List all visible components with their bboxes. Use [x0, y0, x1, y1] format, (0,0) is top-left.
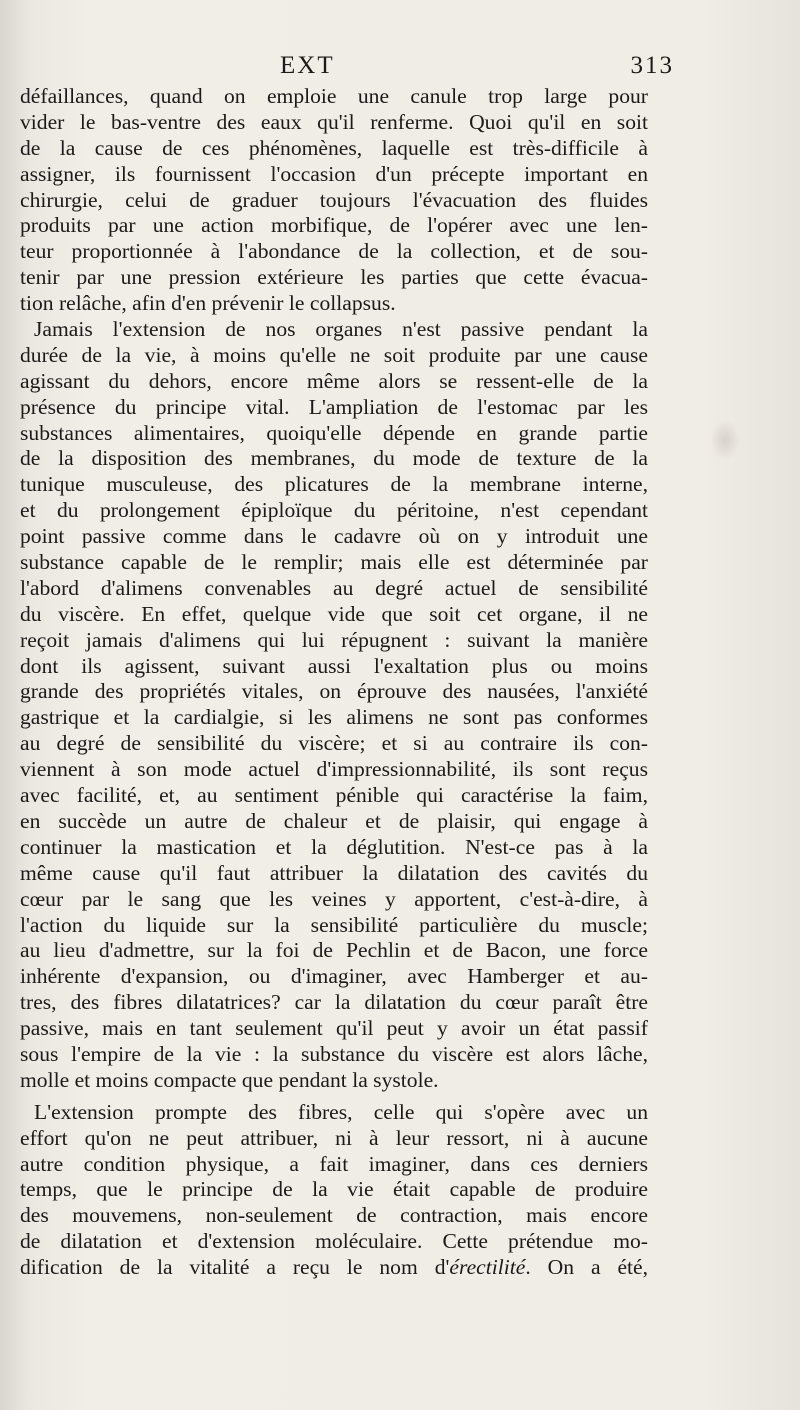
text-line: de dilatation et d'extension moléculaire. Cette prétendue mo- — [20, 1229, 648, 1254]
paragraph-3 — [20, 1100, 648, 1281]
text-line: chirurgie, celui de graduer toujours l'évacuation des fluides — [20, 187, 648, 212]
text-line: des mouvemens, non-seulement de contraction, mais encore — [20, 1203, 648, 1228]
text-line: au lieu d'admettre, sur la foi de Pechlin et de Bacon, une force — [20, 938, 648, 963]
text-line: temps, que le principe de la vie était capable de produire — [20, 1177, 648, 1202]
text-line: autre condition physique, a fait imaginer, dans ces derniers — [20, 1151, 648, 1176]
text-line: teur proportionnée à l'abondance de la collection, et de sou- — [20, 239, 648, 264]
text-line: vider le bas-ventre des eaux qu'il renferme. Quoi qu'il en soit — [20, 109, 648, 134]
text-line: l'abord d'alimens convenables au degré actuel de sensibilité — [20, 575, 648, 600]
text-line: tres, des fibres dilatatrices? car la dilatation du cœur paraît être — [20, 990, 648, 1015]
text-run: dification de la vitalité a reçu le nom d' — [20, 1255, 450, 1280]
text-line-final — [20, 1255, 648, 1281]
text-line: viennent à son mode actuel d'impressionnabilité, ils sont reçus — [20, 757, 648, 782]
paper-stain — [710, 420, 740, 460]
text-line: substance capable de le remplir; mais elle est déterminée par — [20, 550, 648, 575]
text-line: avec facilité, et, au sentiment pénible qui caractérise la faim, — [20, 783, 648, 808]
text-line: de la cause de ces phénomènes, laquelle est très-difficile à — [20, 135, 648, 160]
text-line: agissant du dehors, encore même alors se ressent-elle de la — [20, 368, 648, 393]
text-line: sous l'empire de la vie : la substance du viscère est alors lâche, — [20, 1041, 648, 1066]
text-line: en succède un autre de chaleur et de plaisir, qui engage à — [20, 808, 648, 833]
text-line: reçoit jamais d'alimens qui lui répugnent : suivant la manière — [20, 627, 648, 652]
text-line: tenir par une pression extérieure les parties que cette évacua- — [20, 265, 648, 290]
text-line: molle et moins compacte que pendant la systole. — [20, 1067, 439, 1092]
text-run: . On a été, — [525, 1255, 649, 1280]
text-line: défaillances, quand on emploie une canule trop large pour — [20, 84, 648, 108]
text-line: substances alimentaires, quoiqu'elle dépende en grande partie — [20, 420, 648, 445]
text-line: au degré de sensibilité du viscère; et si au contraire ils con- — [20, 731, 648, 756]
text-line: de la disposition des membranes, du mode de texture de la — [20, 446, 648, 471]
text-line: L'extension prompte des fibres, celle qui s'opère avec un — [34, 1099, 648, 1124]
text-line: tunique musculeuse, des plicatures de la membrane interne, — [20, 472, 648, 497]
text-line: passive, mais en tant seulement qu'il peut y avoir un état passif — [20, 1016, 648, 1041]
text-line: même cause qu'il faut attribuer la dilatation des cavités du — [20, 860, 648, 885]
text-line: présence du principe vital. L'ampliation de l'estomac par les — [20, 394, 648, 419]
text-line: durée de la vie, à moins qu'elle ne soit produite par une cause — [20, 342, 648, 367]
text-line: et du prolongement épiploïque du péritoine, n'est cependant — [20, 498, 648, 523]
text-line: gastrique et la cardialgie, si les alimens ne sont pas conformes — [20, 705, 648, 730]
text-line: assigner, ils fournissent l'occasion d'un précepte important en — [20, 161, 648, 186]
text-line: effort qu'on ne peut attribuer, ni à leur ressort, ni à aucune — [20, 1125, 648, 1150]
body-text — [20, 84, 648, 1281]
text-line: du viscère. En effet, quelque vide que soit cet organe, il ne — [20, 601, 648, 626]
page-header — [20, 52, 674, 84]
text-line: Jamais l'extension de nos organes n'est passive pendant la — [34, 317, 648, 342]
page-number: 313 — [630, 52, 674, 79]
text-line: point passive comme dans le cadavre où on y introduit une — [20, 524, 648, 549]
text-line: inhérente d'expansion, ou d'imaginer, avec Hamberger et au- — [20, 964, 648, 989]
text-line: dont ils agissent, suivant aussi l'exaltation plus ou moins — [20, 653, 648, 678]
paragraph-2 — [20, 317, 648, 1094]
paragraph-1 — [20, 84, 648, 317]
text-line: tion relâche, afin d'en prévenir le collapsus. — [20, 291, 396, 316]
running-head: EXT — [280, 52, 335, 79]
text-line: produits par une action morbifique, de l'opérer avec une len- — [20, 213, 648, 238]
text-line: grande des propriétés vitales, on éprouve des nausées, l'anxiété — [20, 679, 648, 704]
text-line: cœur par le sang que les veines y apportent, c'est-à-dire, à — [20, 886, 648, 911]
emphasized-term: érectilité — [449, 1255, 526, 1280]
text-line: l'action du liquide sur la sensibilité particulière du muscle; — [20, 912, 648, 937]
text-line: continuer la mastication et la déglutition. N'est-ce pas à la — [20, 834, 648, 859]
